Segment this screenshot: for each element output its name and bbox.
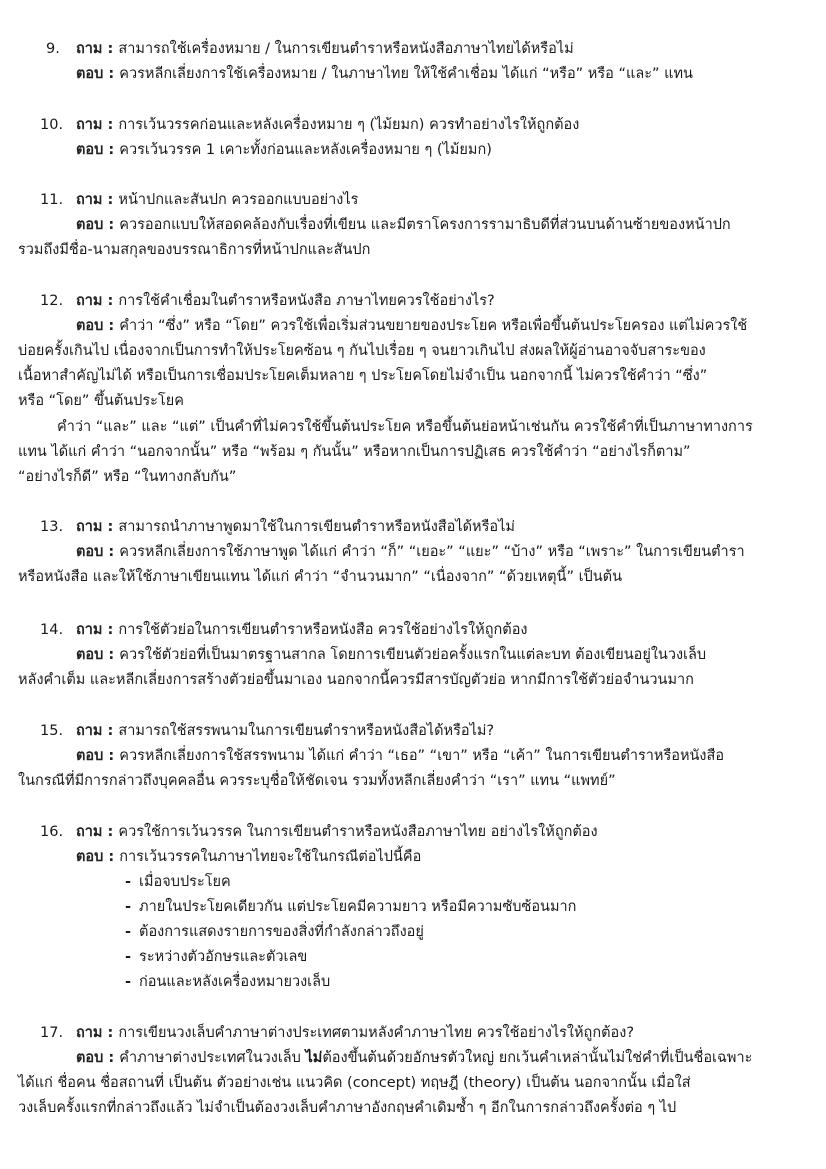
question-label: ถาม [76, 519, 103, 535]
item-number: 13. [40, 519, 64, 535]
answer-text: ได้แก่ ชื่อคน ชื่อสถานที่ เป็นต้น ตัวอย่างเช่น แนวคิด (concept) ทฤษฎี (theory) เป็นต้น นอกจากนั้น เมื่อใส่ [18, 1075, 691, 1091]
question-text: สามารถนำภาษาพูดมาใช้ในการเขียนตำราหรือหนังสือได้หรือไม่ [118, 519, 515, 535]
question-text: สามารถใช้เครื่องหมาย / ในการเขียนตำราหรือหนังสือภาษาไทยได้หรือไม่ [118, 41, 574, 57]
emphasis-text: ไม่ [305, 1050, 323, 1066]
bullet-text: ก่อนและหลังเครื่องหมายวงเล็บ [139, 974, 331, 990]
answer-text: ควรเว้นวรรค 1 เคาะทั้งก่อนและหลังเครื่องหมาย ๆ (ไม้ยมก) [119, 142, 492, 158]
answer-text: วงเล็บครั้งแรกที่กล่าวถึงแล้ว ไม่จำเป็นต้องวงเล็บคำภาษาอังกฤษคำเดิมซ้ำ ๆ อีกในการกล่าวถึงครั้งต่อ ๆ ไป [18, 1100, 677, 1116]
item-number: 10. [40, 117, 64, 133]
bullet-dash: - [125, 899, 132, 915]
answer-label: ตอบ [76, 142, 104, 158]
bullet-text: ต้องการแสดงรายการของสิ่งที่กำลังกล่าวถึงอยู่ [139, 924, 424, 940]
answer-text: ควรหลีกเลี่ยงการใช้สรรพนาม ได้แก่ คำว่า “เธอ” “เขา” หรือ “เค้า” ในการเขียนตำราหรือหนังสือ [119, 748, 725, 764]
item-number: 15. [40, 723, 64, 739]
answer-label: ตอบ [76, 1050, 104, 1066]
answer-text: บ่อยครั้งเกินไป เนื่องจากเป็นการทำให้ประโยคซ้อน ๆ กันไปเรื่อย ๆ จนยาวเกินไป ส่งผลให้ผู้อ่านอาจจับสาระของ [18, 343, 706, 359]
bullet-dash: - [125, 874, 132, 890]
answer-text: คำว่า “และ” และ “แต่” เป็นคำที่ไม่ควรใช้ขึ้นต้นประโยค หรือขึ้นต้นย่อหน้าเช่นกัน ควรใช้คำที่เป็นภาษาทางการ [57, 419, 753, 435]
bullet-text: เมื่อจบประโยค [139, 874, 231, 890]
answer-text: คำภาษาต่างประเทศในวงเล็บ [119, 1050, 306, 1066]
answer-text: หรือหนังสือ และให้ใช้ภาษาเขียนแทน ได้แก่ คำว่า “จำนวนมาก” “เนื่องจาก” “ด้วยเหตุนี้” เป็นต้น [18, 569, 622, 585]
answer-text: หลังคำเต็ม และหลีกเลี่ยงการสร้างตัวย่อขึ้นมาเอง นอกจากนี้ควรมีสารบัญตัวย่อ หากมีการใช้ตัวย่อจำนวนมาก [18, 672, 694, 688]
answer-label: ตอบ [76, 544, 104, 560]
item-number: 9. [46, 41, 60, 57]
item-number: 17. [40, 1025, 64, 1041]
item-number: 12. [40, 293, 64, 309]
answer-text: ควรใช้ตัวย่อที่เป็นมาตรฐานสากล โดยการเขียนตัวย่อครั้งแรกในแต่ละบท ต้องเขียนอยู่ในวงเล็บ [119, 647, 707, 663]
answer-text: ควรออกแบบให้สอดคล้องกับเรื่องที่เขียน และมีตราโครงการรามาธิบดีที่ส่วนบนด้านซ้ายของหน้าปก [119, 217, 731, 233]
answer-label: ตอบ [76, 647, 104, 663]
question-text: สามารถใช้สรรพนามในการเขียนตำราหรือหนังสือได้หรือไม่? [118, 723, 495, 739]
document-page: 9. ถาม : สามารถใช้เครื่องหมาย / ในการเขียนตำราหรือหนังสือภาษาไทยได้หรือไม่ ตอบ : ควรหลีกเลี่ยงการใช้เครื่องหมาย / ในภาษาไทย ให้ใช้คำเชื่อม ได้แก่ “หรือ” หรือ “และ” แทน 10. ถาม : การเว้นวรรคก่อนและหลังเครื่องหมาย ๆ (ไม้ยมก) ควรทำอย่างไรให้ถูกต้อง ตอบ : ควรเว้นวรรค 1 เคาะทั้งก่อนและหลังเครื่องหมาย ๆ (ไม้ยมก) 11. ถาม : หน้าปกและสันปก ควรออกแบบอย่างไร ตอบ : ควรออกแบบให้สอดคล้องกับเรื่องที่เขียน และมีตราโครงการรามาธิบดีที่ส่วนบนด้านซ้ายของหน้าปก รวมถึงมีชื่อ-นามสกุลของบรรณาธิการที่หน้าปกและสันปก 12. ถาม : การใช้คำเชื่อมในตำราหรือหนังสือ ภาษาไทยควรใช้อย่างไร? ตอบ : คำว่า “ซึ่ง” หรือ “โดย” ควรใช้เพื่อเริ่มส่วนขยายของประโยค หรือเพื่อขึ้นต้นประโยครอง แต่ไม่ควรใช้ บ่อยครั้งเกินไป เนื่องจากเป็นการทำให้ประโยคซ้อน ๆ กันไปเรื่อย ๆ จนยาวเกินไป ส่งผลให้ผู้อ่านอาจจับสาระของ เนื้อหาสำคัญไม่ได้ หรือเป็นการเชื่อมประโยคเต็มหลาย ๆ ประโยคโดยไม่จำเป็น นอกจากนี้ ไม่ควรใช้คำว่า “ซึ่ง” หรือ “โดย” ขึ้นต้นประโยค คำว่า “และ” และ “แต่” เป็นคำที่ไม่ควรใช้ขึ้นต้นประโยค หรือขึ้นต้นย่อหน้าเช่นกัน ควรใช้คำที่เป็นภาษาทางการ แทน ได้แก่ คำว่า “นอกจากนั้น” หรือ “พร้อม ๆ กันนั้น” หรือหากเป็นการปฏิเสธ ควรใช้คำว่า “อย่างไรก็ตาม” “อย่างไรก็ดี” หรือ “ในทางกลับกัน” 13. ถาม : สามารถนำภาษาพูดมาใช้ในการเขียนตำราหรือหนังสือได้หรือไม่ ตอบ : ควรหลีกเลี่ยงการใช้ภาษาพูด ได้แก่ คำว่า “ก็” “เยอะ” “แยะ” “บ้าง” หรือ “เพราะ” ในการเขียนตำรา หรือหนังสือ และให้ใช้ภาษาเขียนแทน ได้แก่ คำว่า “จำนวนมาก” “เนื่องจาก” “ด้วยเหตุนี้” เป็นต้น 14. ถาม : การใช้ตัวย่อในการเขียนตำราหรือหนังสือ ควรใช้อย่างไรให้ถูกต้อง ตอบ : ควรใช้ตัวย่อที่เป็นมาตรฐานสากล โดยการเขียนตัวย่อครั้งแรกในแต่ละบท ต้องเขียนอยู่ในวงเล็บ หลังคำเต็ม และหลีกเลี่ยงการสร้างตัวย่อขึ้นมาเอง นอกจากนี้ควรมีสารบัญตัวย่อ หากมีการใช้ตัวย่อจำนวนมาก 15. ถาม : สามารถใช้สรรพนามในการเขียนตำราหรือหนังสือได้หรือไม่? ตอบ : ควรหลีกเลี่ยงการใช้สรรพนาม ได้แก่ คำว่า “เธอ” “เขา” หรือ “เค้า” ในการเขียนตำราหรือหนังสือ ในกรณีที่มีการกล่าวถึงบุคคลอื่น ควรระบุชื่อให้ชัดเจน รวมทั้งหลีกเลี่ยงคำว่า “เรา” แทน “แพทย์” 16. ถาม : ควรใช้การเว้นวรรค ในการเขียนตำราหรือหนังสือภาษาไทย อย่างไรให้ถูกต้อง ตอบ : การเว้นวรรคในภาษาไทยจะใช้ในกรณีต่อไปนี้คือ - เมื่อจบประโยค - ภายในประโยคเดียวกัน แต่ประโยคมีความยาว หรือมีความซับซ้อนมาก - ต้องการแสดงรายการของสิ่งที่กำลังกล่าวถึงอยู่ - ระหว่างตัวอักษรและตัวเลข - ก่อนและหลังเครื่องหมายวงเล็บ 17. ถาม : การเขียนวงเล็บคำภาษาต่างประเทศตามหลังคำภาษาไทย ควรใช้อย่างไรให้ถูกต้อง? ตอบ : คำภาษาต่างประเทศในวงเล็บ ไม่ต้องขึ้นต้นด้วยอักษรตัวใหญ่ ยกเว้นคำเหล่านั้นไม่ใช่คำที่เป็นชื่อเฉพาะ ได้แก่ ชื่อคน ชื่อสถานที่ เป็นต้น ตัวอย่างเช่น แนวคิด (concept) ทฤษฎี (theory) เป็นต้น นอกจากนั้น เมื่อใส่ วงเล็บครั้งแรกที่กล่าวถึงแล้ว ไม่จำเป็นต้องวงเล็บคำภาษาอังกฤษคำเดิมซ้ำ ๆ อีกในการกล่าวถึงครั้งต่อ ๆ ไป [0, 0, 826, 1169]
item-number: 16. [40, 824, 64, 840]
question-label: ถาม [76, 1025, 103, 1041]
question-text: ควรใช้การเว้นวรรค ในการเขียนตำราหรือหนังสือภาษาไทย อย่างไรให้ถูกต้อง [118, 824, 598, 840]
answer-text: ควรหลีกเลี่ยงการใช้เครื่องหมาย / ในภาษาไทย ให้ใช้คำเชื่อม ได้แก่ “หรือ” หรือ “และ” แทน [119, 66, 693, 82]
question-label: ถาม [76, 41, 103, 57]
question-label: ถาม [76, 824, 103, 840]
answer-label: ตอบ [76, 217, 104, 233]
answer-text: รวมถึงมีชื่อ-นามสกุลของบรรณาธิการที่หน้าปกและสันปก [18, 242, 371, 258]
bullet-text: ระหว่างตัวอักษรและตัวเลข [139, 949, 308, 965]
bullet-dash: - [125, 924, 132, 940]
question-text: การใช้คำเชื่อมในตำราหรือหนังสือ ภาษาไทยควรใช้อย่างไร? [118, 293, 495, 309]
answer-text: คำว่า “ซึ่ง” หรือ “โดย” ควรใช้เพื่อเริ่มส่วนขยายของประโยค หรือเพื่อขึ้นต้นประโยครอง แต่ไม่ควรใช้ [119, 318, 748, 334]
answer-text: ต้องขึ้นต้นด้วยอักษรตัวใหญ่ ยกเว้นคำเหล่านั้นไม่ใช่คำที่เป็นชื่อเฉพาะ [322, 1050, 753, 1066]
answer-label: ตอบ [76, 849, 104, 865]
question-label: ถาม [76, 622, 103, 638]
answer-text: แทน ได้แก่ คำว่า “นอกจากนั้น” หรือ “พร้อม ๆ กันนั้น” หรือหากเป็นการปฏิเสธ ควรใช้คำว่า “อย่างไรก็ตาม” [18, 444, 691, 460]
answer-text: หรือ “โดย” ขึ้นต้นประโยค [18, 393, 184, 409]
question-label: ถาม [76, 293, 103, 309]
answer-text: เนื้อหาสำคัญไม่ได้ หรือเป็นการเชื่อมประโยคเต็มหลาย ๆ ประโยคโดยไม่จำเป็น นอกจากนี้ ไม่ควรใช้คำว่า “ซึ่ง” [18, 368, 708, 384]
answer-label: ตอบ [76, 66, 104, 82]
answer-text: ควรหลีกเลี่ยงการใช้ภาษาพูด ได้แก่ คำว่า “ก็” “เยอะ” “แยะ” “บ้าง” หรือ “เพราะ” ในการเขียนตำรา [119, 544, 745, 560]
answer-label: ตอบ [76, 748, 104, 764]
question-text: การเว้นวรรคก่อนและหลังเครื่องหมาย ๆ (ไม้ยมก) ควรทำอย่างไรให้ถูกต้อง [118, 117, 580, 133]
bullet-text: ภายในประโยคเดียวกัน แต่ประโยคมีความยาว หรือมีความซับซ้อนมาก [139, 899, 577, 915]
question-label: ถาม [76, 192, 103, 208]
item-number: 11. [40, 192, 64, 208]
question-label: ถาม [76, 117, 103, 133]
question-label: ถาม [76, 723, 103, 739]
question-text: การเขียนวงเล็บคำภาษาต่างประเทศตามหลังคำภาษาไทย ควรใช้อย่างไรให้ถูกต้อง? [118, 1025, 635, 1041]
answer-label: ตอบ [76, 318, 104, 334]
bullet-dash: - [125, 949, 132, 965]
bullet-dash: - [125, 974, 132, 990]
item-number: 14. [40, 622, 64, 638]
question-text: หน้าปกและสันปก ควรออกแบบอย่างไร [118, 192, 359, 208]
answer-text: ในกรณีที่มีการกล่าวถึงบุคคลอื่น ควรระบุชื่อให้ชัดเจน รวมทั้งหลีกเลี่ยงคำว่า “เรา” แทน “แพทย์” [18, 773, 616, 789]
question-text: การใช้ตัวย่อในการเขียนตำราหรือหนังสือ ควรใช้อย่างไรให้ถูกต้อง [118, 622, 528, 638]
answer-text: การเว้นวรรคในภาษาไทยจะใช้ในกรณีต่อไปนี้คือ [119, 849, 422, 865]
answer-text: “อย่างไรก็ดี” หรือ “ในทางกลับกัน” [18, 469, 237, 485]
